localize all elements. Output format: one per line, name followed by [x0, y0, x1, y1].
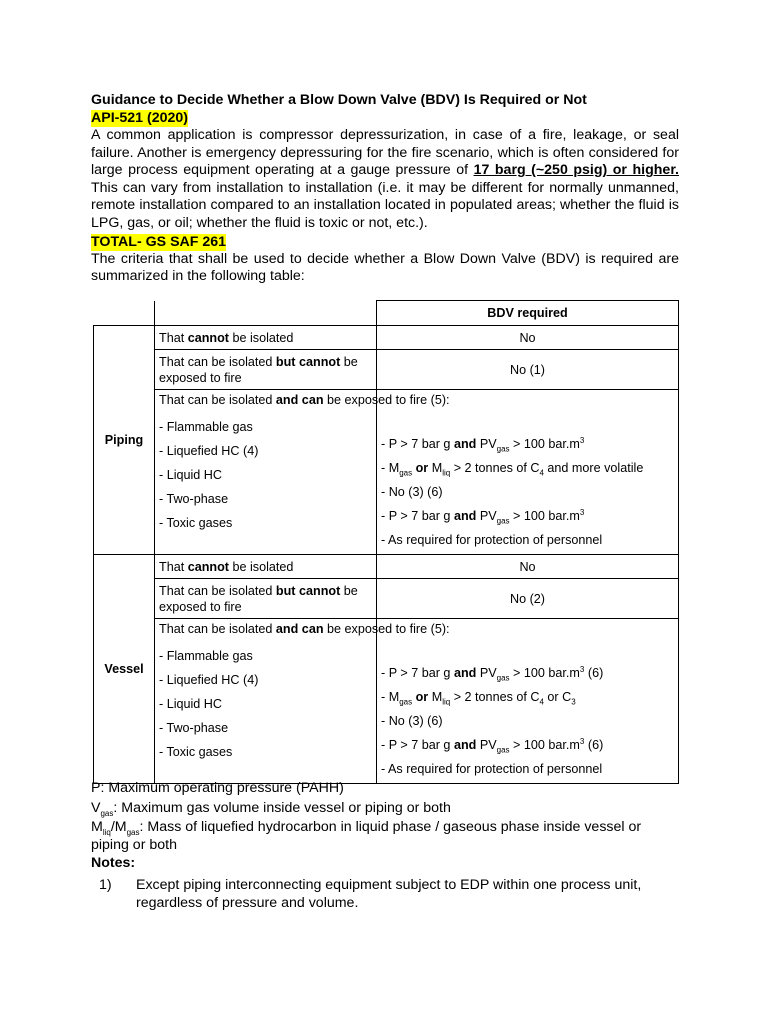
piping-isolated-not-fire-value: No (1) [377, 350, 679, 390]
vessel-liquefied-criterion: - $M_{gas}$ or $M_{liq} > 2$ tonnes of $C_4$ or $C_3$ [381, 690, 576, 707]
document-body [91, 92, 679, 286]
bdv-required-header: BDV required [377, 301, 679, 326]
table-row [94, 619, 679, 784]
piping-criteria-cell [377, 390, 679, 555]
empty-cell [94, 301, 155, 326]
piping-isolated-not-fire: That can be isolated but cannot be exposed to fire [155, 350, 377, 390]
piping-toxic-criterion: - As required for protection of personnel [381, 533, 603, 547]
list-item: - Toxic gases [159, 516, 233, 530]
list-item: - Liquid HC [159, 697, 222, 711]
vessel-flammable-criterion: - P > 7 bar g and $PV_{gas} > 100$ $bar.m^3$ (6) [381, 664, 604, 683]
total-paragraph: The criteria that shall be used to decide whether a Blow Down Valve (BDV) is required are summarized in the following table: [91, 250, 679, 285]
list-item: - Two-phase [159, 721, 229, 735]
vessel-cannot-isolated-value: No [377, 555, 679, 579]
total-section-label: TOTAL- GS SAF 261 [91, 233, 227, 250]
vessel-isolated-fire-label: That can be isolated and can be exposed to fire (5): [159, 622, 450, 636]
piping-group-label: Piping [94, 326, 155, 555]
vessel-criteria-cell [377, 619, 679, 784]
piping-liquefied-criterion: - $M_{gas}$ or $M_{liq} > 2$ tonnes of $C_4$ and more volatile [381, 461, 644, 478]
definition-vgas: $V_{gas}$: Maximum gas volume inside vessel or piping or both [91, 799, 451, 818]
api-section-label: API-521 (2020) [91, 110, 188, 126]
api-text-1: A common application is compressor depressurization, in case of a fire, leakage, or seal failure. Another is emergency depressuring for the fire scenario, which is often considered for large process equipment operating at a gauge pressure of [91, 127, 679, 179]
table-row [94, 326, 679, 350]
piping-isolated-fire-label: That can be isolated and can be exposed to fire (5): [159, 393, 450, 407]
piping-twophase-criterion: - P > 7 bar g and $PV_{gas} > 100$ $bar.m^3$ [381, 507, 585, 526]
piping-flammable-criterion: - P > 7 bar g and $PV_{gas} > 100$ $bar.m^3$ [381, 435, 585, 454]
bdv-criteria-table [93, 300, 679, 784]
list-item: - Liquefied HC (4) [159, 444, 259, 458]
table-row [94, 555, 679, 579]
definition-p: P: Maximum operating pressure (PAHH) [91, 780, 344, 796]
piping-liquid-criterion: - No (3) (6) [381, 485, 443, 499]
table-row [94, 390, 679, 555]
note-number: 1) [99, 877, 112, 893]
empty-cell [155, 301, 377, 326]
document-heading: Guidance to Decide Whether a Blow Down Valve (BDV) Is Required or Not [91, 92, 587, 108]
table-row [94, 350, 679, 390]
list-item: - Toxic gases [159, 745, 233, 759]
vessel-group-label: Vessel [94, 555, 155, 784]
notes-heading: Notes: [91, 855, 136, 871]
vessel-twophase-criterion: - P > 7 bar g and $PV_{gas} > 100$ $bar.m^3$ (6) [381, 736, 604, 755]
definition-mass: $M_{liq}/M_{gas}$: Mass of liquefied hydrocarbon in liquid phase / gaseous phase inside vessel or piping or both [91, 819, 642, 853]
vessel-isolated-not-fire-value: No (2) [377, 579, 679, 619]
api-text-2: This can vary from installation to installation (i.e. it may be different for normally unmanned, remote installation compared to an installation located in populated areas; whether the fluid is LPG, gas, or oil; whether the fluid is toxic or not, etc.). [91, 179, 679, 231]
vessel-isolated-not-fire: That can be isolated but cannot be exposed to fire [155, 579, 377, 619]
note-text: Except piping interconnecting equipment subject to EDP within one process unit, regardless of pressure and volume. [136, 877, 642, 911]
table-header-row [94, 301, 679, 326]
list-item: - Two-phase [159, 492, 229, 506]
vessel-toxic-criterion: - As required for protection of personnel [381, 762, 603, 776]
list-item: - Flammable gas [159, 420, 253, 434]
definitions-block [91, 779, 681, 874]
list-item: - Liquefied HC (4) [159, 673, 259, 687]
api-paragraph [91, 127, 679, 233]
piping-cannot-isolated: That cannot be isolated [155, 326, 377, 350]
list-item: - Flammable gas [159, 649, 253, 663]
note-item [99, 876, 681, 912]
piping-cannot-isolated-value: No [377, 326, 679, 350]
list-item: - Liquid HC [159, 468, 222, 482]
vessel-cannot-isolated: That cannot be isolated [155, 555, 377, 579]
table-row [94, 579, 679, 619]
api-emphasis: 17 barg (~250 psig) or higher. [473, 162, 679, 179]
vessel-liquid-criterion: - No (3) (6) [381, 714, 443, 728]
